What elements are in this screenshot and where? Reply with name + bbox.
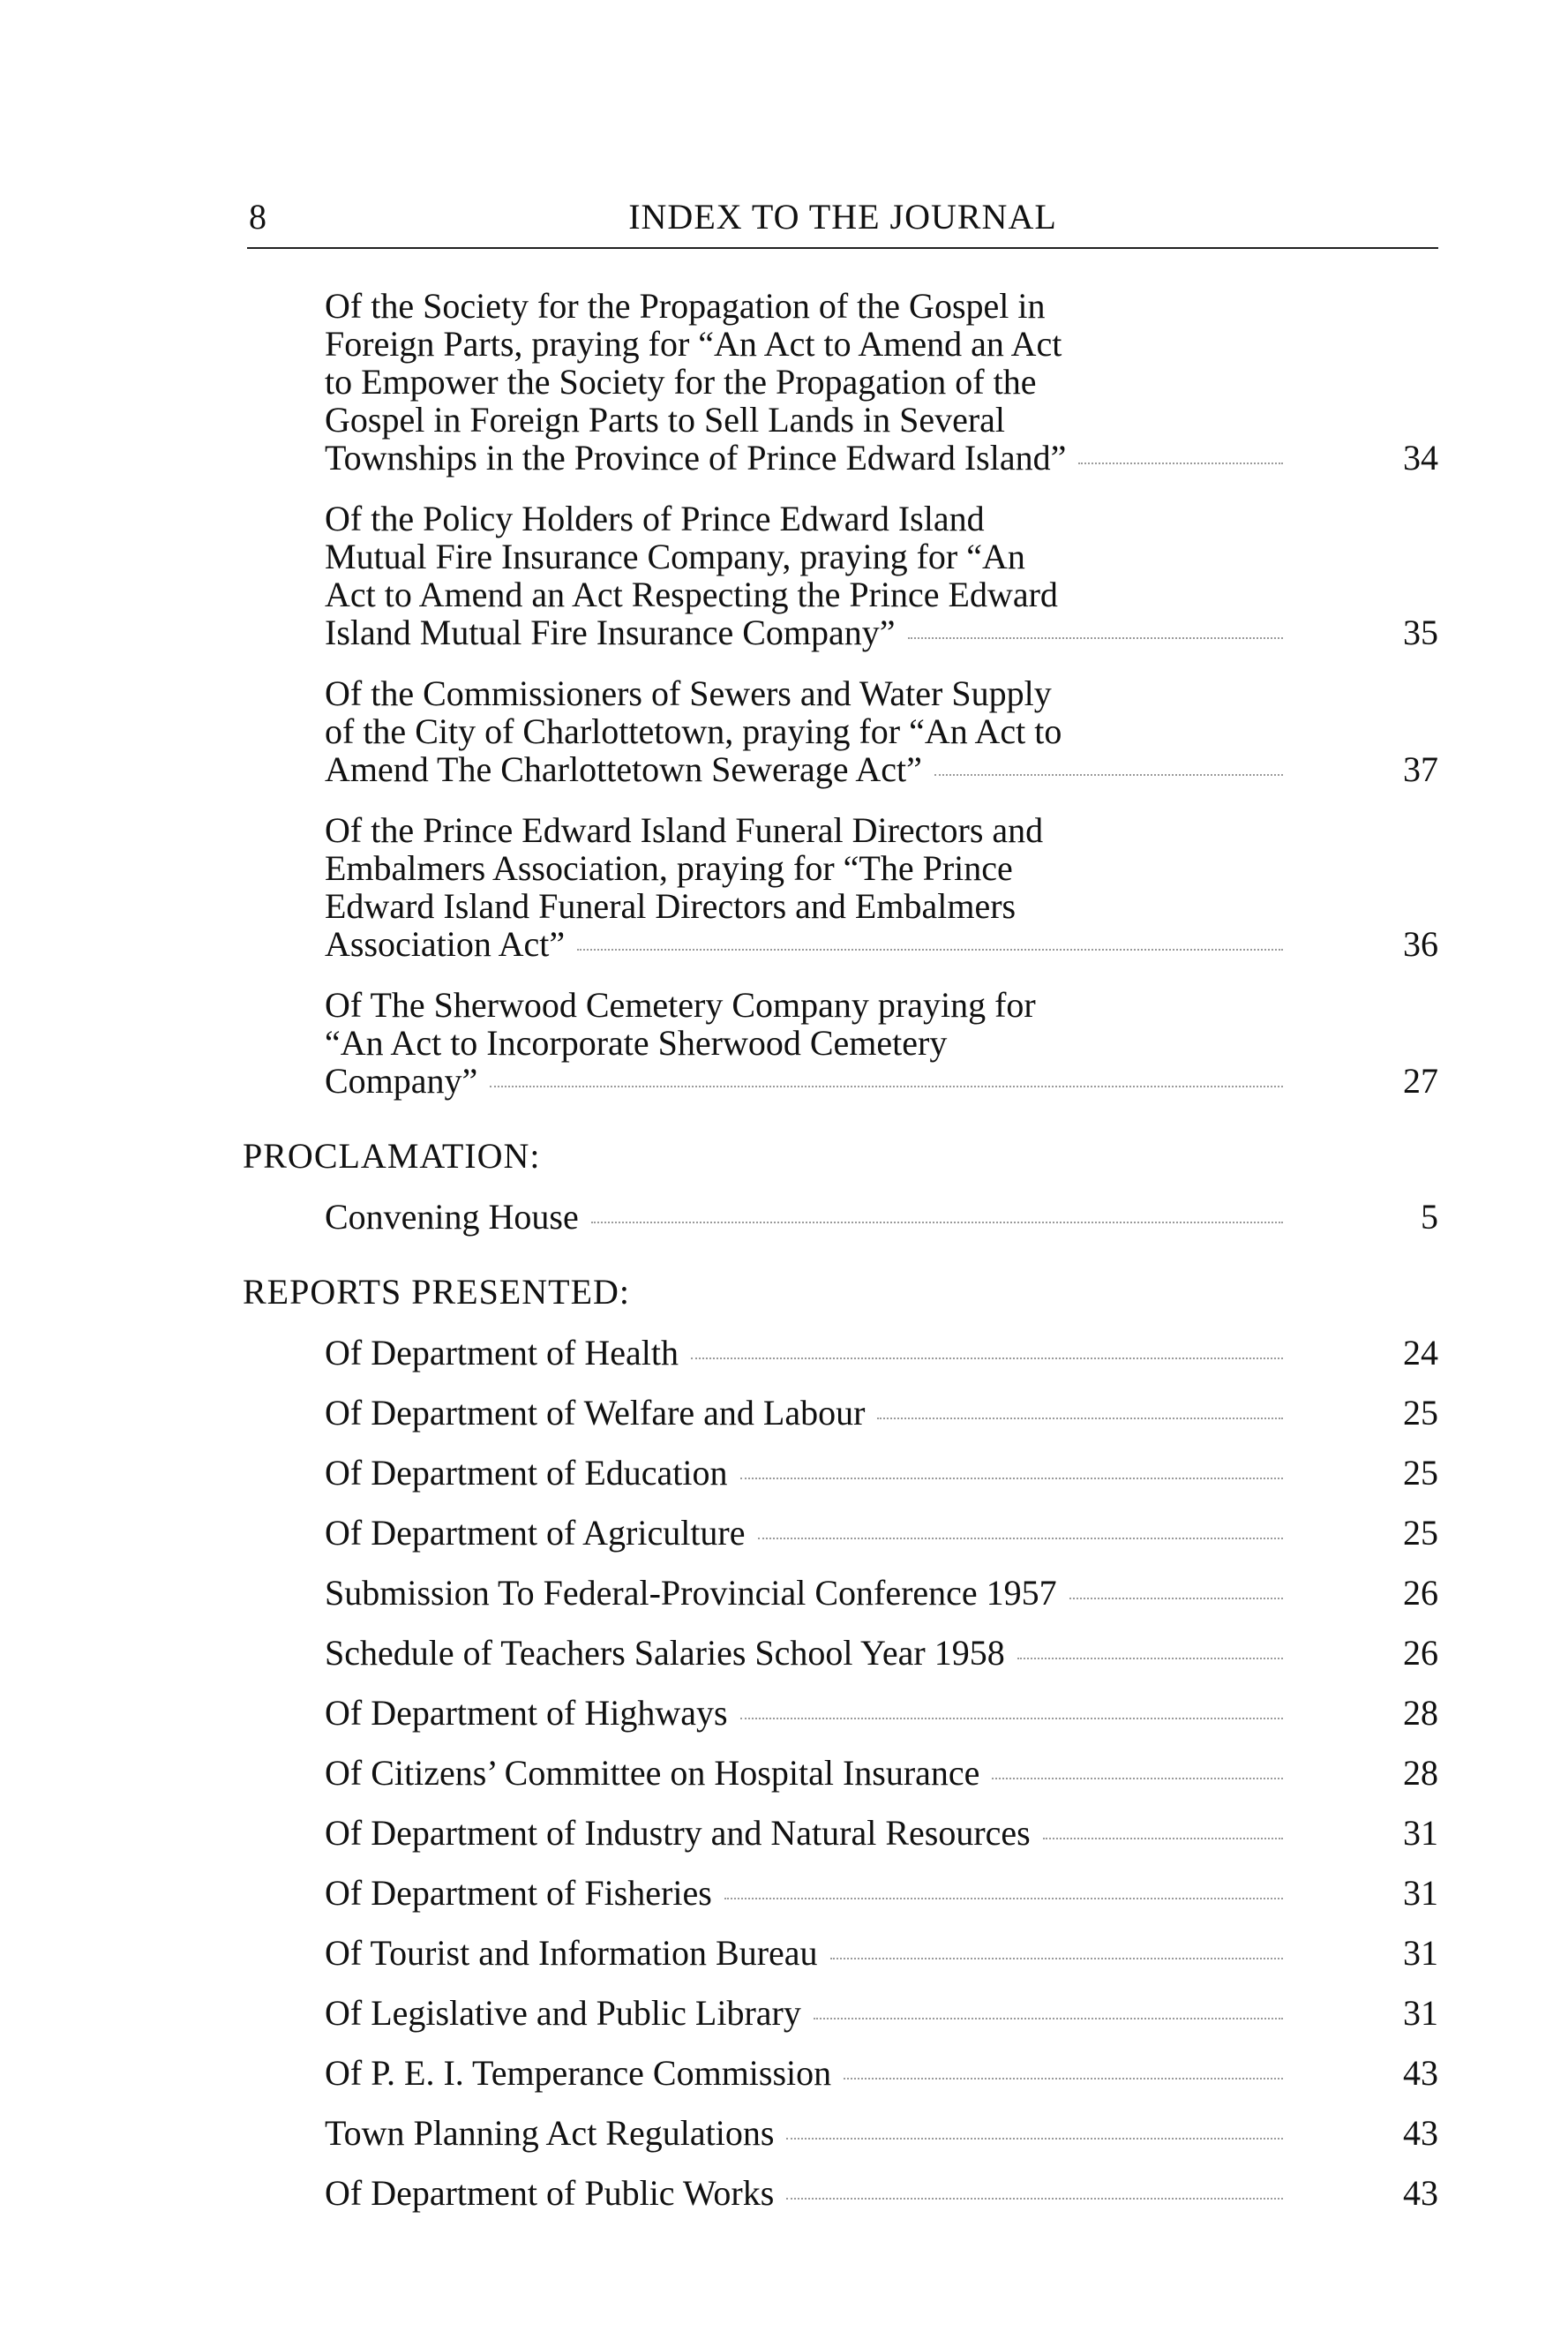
entry-line-text: Of Department of Education: [325, 1453, 728, 1493]
entry-text: [325, 1754, 1287, 1792]
entry-last-line: [325, 1874, 1287, 1912]
entry-line-text: Mutual Fire Insurance Company, praying for “An: [325, 537, 1025, 576]
entry-line: [325, 811, 1287, 849]
entry-line-text: Of Department of Industry and Natural Resources: [325, 1813, 1031, 1853]
index-entry: [325, 2114, 1438, 2152]
entry-line-text: Gospel in Foreign Parts to Sell Lands in Several: [325, 400, 1006, 440]
entry-line: [325, 986, 1287, 1024]
entry-line-text: Of The Sherwood Cemetery Company praying for: [325, 985, 1036, 1025]
entry-line-text: Of Department of Fisheries: [325, 1873, 712, 1913]
index-entry: [325, 1994, 1438, 2032]
dot-leader: [1043, 1838, 1283, 1839]
page-reference: 31: [1403, 1993, 1438, 2033]
entry-text: [325, 500, 1287, 651]
dot-leader: [877, 1418, 1283, 1419]
entry-line-text: Of Department of Welfare and Labour: [325, 1393, 866, 1433]
entry-line-text: Of Citizens’ Committee on Hospital Insurance: [325, 1753, 980, 1793]
page-reference: 31: [1403, 1813, 1438, 1853]
entry-line-text: Of Department of Agriculture: [325, 1513, 746, 1553]
entry-text: [325, 1874, 1287, 1912]
entry-text: [325, 1454, 1287, 1492]
dot-leader: [591, 1222, 1283, 1223]
entry-line-text: Of Legislative and Public Library: [325, 1993, 801, 2033]
page-reference: 28: [1403, 1753, 1438, 1793]
entry-last-line: [325, 1454, 1287, 1492]
page-reference: 43: [1403, 2173, 1438, 2213]
entry-line-text: Of the Policy Holders of Prince Edward Island: [325, 499, 985, 538]
entry-last-line: [325, 613, 1287, 651]
index-entry: [325, 811, 1438, 963]
page-reference: 26: [1403, 1633, 1438, 1673]
index-entry: [325, 1634, 1438, 1672]
entry-line-text: Embalmers Association, praying for “The Prince: [325, 848, 1013, 888]
index-entry: [325, 1454, 1438, 1492]
page-reference: 37: [1403, 749, 1438, 789]
page-reference: 31: [1403, 1933, 1438, 1973]
index-entry: [325, 1334, 1438, 1372]
entry-line: [325, 500, 1287, 538]
entry-text: [325, 287, 1287, 477]
entry-line: [325, 401, 1287, 439]
index-entry: [325, 1814, 1438, 1852]
page-number: 8: [249, 197, 266, 237]
page-reference: 25: [1403, 1513, 1438, 1553]
dot-leader: [934, 774, 1283, 776]
entry-text: [325, 1514, 1287, 1552]
dot-leader: [490, 1086, 1283, 1087]
proclamation-entries: [243, 1198, 1438, 1236]
entry-text: [325, 1198, 1287, 1236]
index-entry: [325, 1514, 1438, 1552]
entry-line-text: Island Mutual Fire Insurance Company”: [325, 613, 896, 652]
entry-line-text: Company”: [325, 1061, 478, 1101]
index-entry: [325, 986, 1438, 1100]
entry-line-text: Association Act”: [325, 924, 566, 964]
entry-text: [325, 2174, 1287, 2212]
page-reference: 31: [1403, 1873, 1438, 1913]
entry-line: [325, 575, 1287, 613]
index-entry: [325, 1874, 1438, 1912]
entry-last-line: [325, 1754, 1287, 1792]
page-reference: 43: [1403, 2113, 1438, 2153]
entry-last-line: [325, 1634, 1287, 1672]
page-reference: 36: [1403, 924, 1438, 964]
entry-text: [325, 1634, 1287, 1672]
page-reference: 24: [1403, 1333, 1438, 1373]
dot-leader: [691, 1358, 1283, 1359]
entry-last-line: [325, 439, 1287, 477]
entry-last-line: [325, 1934, 1287, 1972]
dot-leader: [908, 637, 1283, 639]
entry-line-text: Act to Amend an Act Respecting the Prince Edward: [325, 575, 1058, 614]
index-entry: [325, 1198, 1438, 1236]
index-entry: [325, 674, 1438, 788]
entry-line: [325, 1024, 1287, 1062]
entry-line: [325, 674, 1287, 712]
entry-line: [325, 363, 1287, 401]
entry-text: [325, 1574, 1287, 1612]
entry-text: [325, 811, 1287, 963]
entry-text: [325, 1814, 1287, 1852]
entry-last-line: [325, 1994, 1287, 2032]
index-entry: [325, 2054, 1438, 2092]
entry-text: [325, 1694, 1287, 1732]
page-reference: 25: [1403, 1453, 1438, 1493]
entry-line-text: Edward Island Funeral Directors and Embalmers: [325, 886, 1017, 926]
entry-line-text: Convening House: [325, 1197, 579, 1237]
entry-line-text: Foreign Parts, praying for “An Act to Amend an Act: [325, 324, 1062, 364]
running-title: INDEX TO THE JOURNAL: [628, 197, 1057, 237]
entry-line-text: of the City of Charlottetown, praying for “An Act to: [325, 711, 1062, 751]
proclamation-heading: PROCLAMATION:: [243, 1136, 541, 1176]
entry-line-text: “An Act to Incorporate Sherwood Cemetery: [325, 1023, 948, 1063]
dot-leader: [740, 1718, 1283, 1719]
page-reference: 26: [1403, 1573, 1438, 1613]
entry-text: [325, 1394, 1287, 1432]
dot-leader: [1069, 1598, 1283, 1599]
entry-line-text: Of Department of Public Works: [325, 2173, 775, 2213]
report-entries: [243, 1334, 1438, 2212]
entry-last-line: [325, 1198, 1287, 1236]
entry-text: [325, 1334, 1287, 1372]
entry-last-line: [325, 2054, 1287, 2092]
reports-heading: REPORTS PRESENTED:: [243, 1272, 630, 1312]
entry-last-line: [325, 1334, 1287, 1372]
index-content: [243, 287, 1438, 2234]
index-entry: [325, 1394, 1438, 1432]
entry-last-line: [325, 1814, 1287, 1852]
entry-line: [325, 325, 1287, 363]
petition-entries: [243, 287, 1438, 1100]
dot-leader: [758, 1538, 1283, 1539]
entry-line: [325, 887, 1287, 925]
entry-line-text: Submission To Federal-Provincial Conference 1957: [325, 1573, 1057, 1613]
entry-last-line: [325, 1514, 1287, 1552]
dot-leader: [992, 1778, 1283, 1779]
entry-line-text: Townships in the Province of Prince Edward Island”: [325, 438, 1067, 478]
dot-leader: [830, 1958, 1283, 1959]
dot-leader: [786, 2138, 1283, 2140]
entry-line: [325, 538, 1287, 575]
page-reference: 27: [1403, 1061, 1438, 1101]
entry-line: [325, 287, 1287, 325]
entry-last-line: [325, 925, 1287, 963]
entry-line-text: Of Department of Highways: [325, 1693, 728, 1733]
dot-leader: [786, 2198, 1283, 2200]
index-entry: [325, 2174, 1438, 2212]
entry-line-text: Of P. E. I. Temperance Commission: [325, 2053, 832, 2093]
entry-line-text: Town Planning Act Regulations: [325, 2113, 775, 2153]
entry-text: [325, 674, 1287, 788]
entry-last-line: [325, 1394, 1287, 1432]
dot-leader: [577, 949, 1283, 951]
page-header: [247, 196, 1438, 249]
page-reference: 35: [1403, 613, 1438, 652]
entry-last-line: [325, 2174, 1287, 2212]
entry-line-text: Of the Commissioners of Sewers and Water Supply: [325, 673, 1052, 713]
entry-line-text: Of the Society for the Propagation of the Gospel in: [325, 286, 1046, 326]
index-entry: [325, 287, 1438, 477]
entry-text: [325, 1994, 1287, 2032]
entry-text: [325, 2054, 1287, 2092]
entry-last-line: [325, 2114, 1287, 2152]
dot-leader: [1017, 1658, 1283, 1659]
entry-text: [325, 2114, 1287, 2152]
entry-line-text: Schedule of Teachers Salaries School Year 1958: [325, 1633, 1005, 1673]
page-reference: 34: [1403, 438, 1438, 478]
index-entry: [325, 1754, 1438, 1792]
entry-line: [325, 849, 1287, 887]
page-reference: 43: [1403, 2053, 1438, 2093]
dot-leader: [814, 2018, 1283, 2019]
page-reference: 25: [1403, 1393, 1438, 1433]
entry-last-line: [325, 750, 1287, 788]
index-entry: [325, 1694, 1438, 1732]
entry-line-text: Of Department of Health: [325, 1333, 679, 1373]
entry-line-text: Of Tourist and Information Bureau: [325, 1933, 818, 1973]
index-entry: [325, 1574, 1438, 1612]
entry-line-text: to Empower the Society for the Propagation of the: [325, 362, 1037, 402]
dot-leader: [1078, 463, 1283, 464]
entry-line-text: Amend The Charlottetown Sewerage Act”: [325, 749, 922, 789]
page-reference: 28: [1403, 1693, 1438, 1733]
dot-leader: [724, 1898, 1283, 1899]
entry-last-line: [325, 1574, 1287, 1612]
index-entry: [325, 1934, 1438, 1972]
entry-line-text: Of the Prince Edward Island Funeral Directors and: [325, 810, 1044, 850]
dot-leader: [844, 2078, 1283, 2080]
page-reference: 5: [1421, 1197, 1438, 1237]
entry-last-line: [325, 1694, 1287, 1732]
entry-text: [325, 1934, 1287, 1972]
entry-last-line: [325, 1062, 1287, 1100]
entry-line: [325, 712, 1287, 750]
index-entry: [325, 500, 1438, 651]
entry-text: [325, 986, 1287, 1100]
dot-leader: [740, 1478, 1283, 1479]
